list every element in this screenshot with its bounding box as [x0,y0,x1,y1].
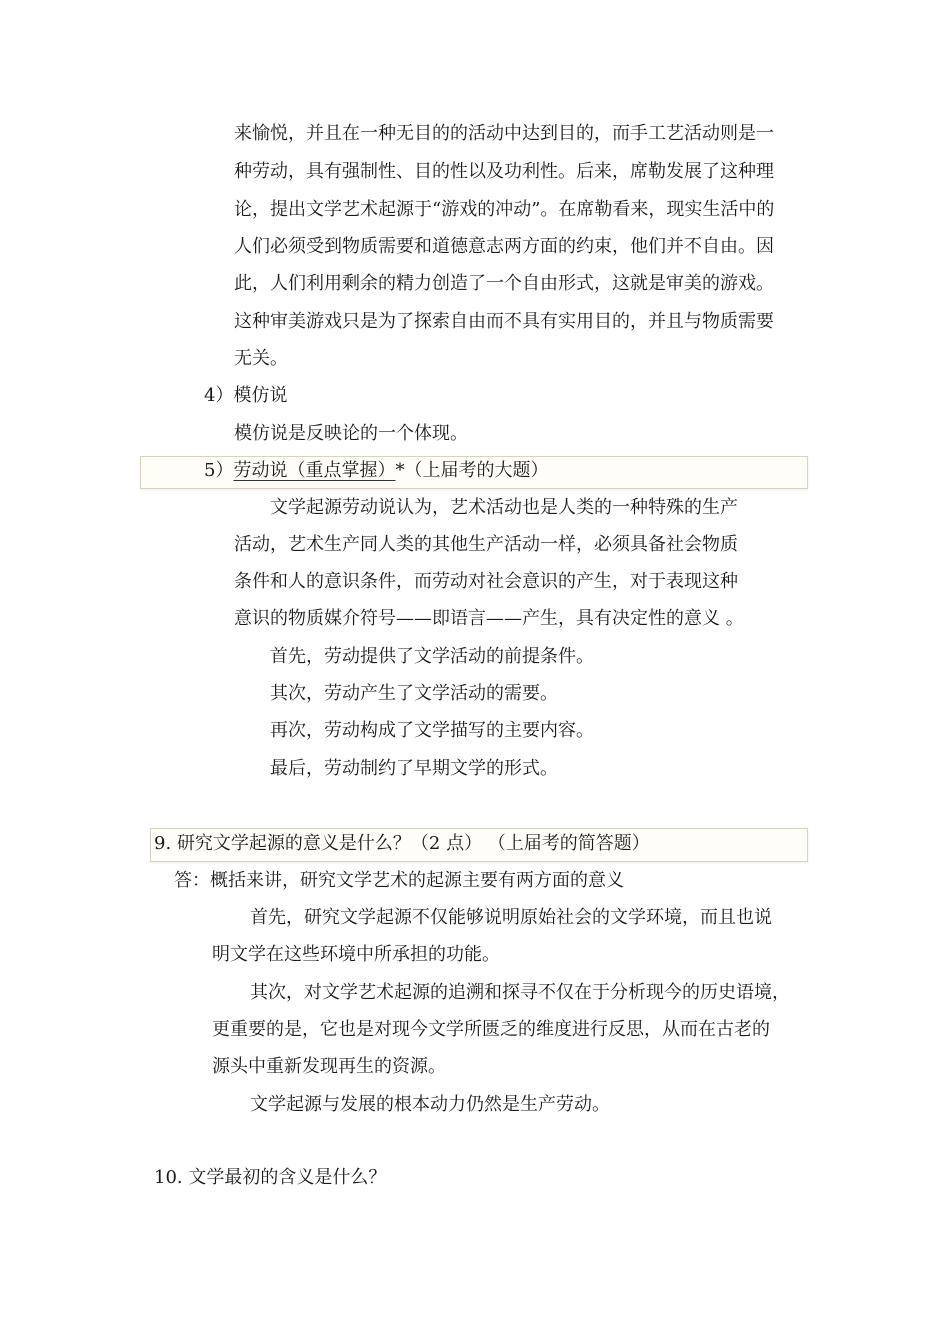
labor-heading [204,459,548,483]
q10-question: 10. 文学最初的含义是什么？ [154,1167,387,1188]
text-line: 此，人们利用剩余的精力创造了一个自由形式，这就是审美的游戏。 [234,273,774,294]
text-line: 条件和人的意识条件，而劳动对社会意识的产生，对于表现这种 [234,571,738,592]
text-line: 更重要的是，它也是对现今文学所匮乏的维度进行反思，从而在古老的 [212,1019,770,1040]
list-item: 再次，劳动构成了文学描写的主要内容。 [270,720,594,741]
text-line: 人们必须受到物质需要和道德意志两方面的约束，他们并不自由。因 [234,236,774,257]
labor-heading-title: 劳动说（重点掌握） [233,460,396,481]
q9-answer-intro: 答：概括来讲，研究文学艺术的起源主要有两方面的意义 [174,870,624,891]
text-line: 源头中重新发现再生的资源。 [212,1056,446,1077]
text-line: 其次，对文学艺术起源的追溯和探寻不仅在于分析现今的历史语境， [250,982,790,1003]
q9-question: 9. 研究文学起源的意义是什么？（2 点） （上届考的简答题） [154,833,650,854]
text-line: 明文学在这些环境中所承担的功能。 [212,944,500,965]
text-line: 无关。 [234,348,288,369]
text-line: 文学起源劳动说认为，艺术活动也是人类的一种特殊的生产 [270,497,738,518]
text-line: 论，提出文学艺术起源于“游戏的冲动”。在席勒看来，现实生活中的 [234,199,775,220]
labor-heading-note: *（上届考的大题） [395,460,549,481]
text-line: 这种审美游戏只是为了探索自由而不具有实用目的，并且与物质需要 [234,311,774,332]
text-line: 来愉悦，并且在一种无目的的活动中达到目的，而手工艺活动则是一 [234,123,774,144]
q9-conclusion: 文学起源与发展的根本动力仍然是生产劳动。 [250,1094,610,1115]
list-item: 最后，劳动制约了早期文学的形式。 [270,758,558,779]
text-line: 种劳动，具有强制性、目的性以及功利性。后来，席勒发展了这种理 [234,161,774,182]
list-item: 其次，劳动产生了文学活动的需要。 [270,683,558,704]
labor-heading-number: 5） [204,460,234,481]
text-line: 活动，艺术生产同人类的其他生产活动一样，必须具备社会物质 [234,534,738,555]
imitation-heading: 4）模仿说 [204,385,288,406]
text-line: 首先，研究文学起源不仅能够说明原始社会的文学环境，而且也说 [250,907,772,928]
list-item: 首先，劳动提供了文学活动的前提条件。 [270,646,594,667]
text-line: 意识的物质媒介符号——即语言——产生，具有决定性的意义 。 [234,608,744,629]
imitation-text: 模仿说是反映论的一个体现。 [234,423,468,444]
